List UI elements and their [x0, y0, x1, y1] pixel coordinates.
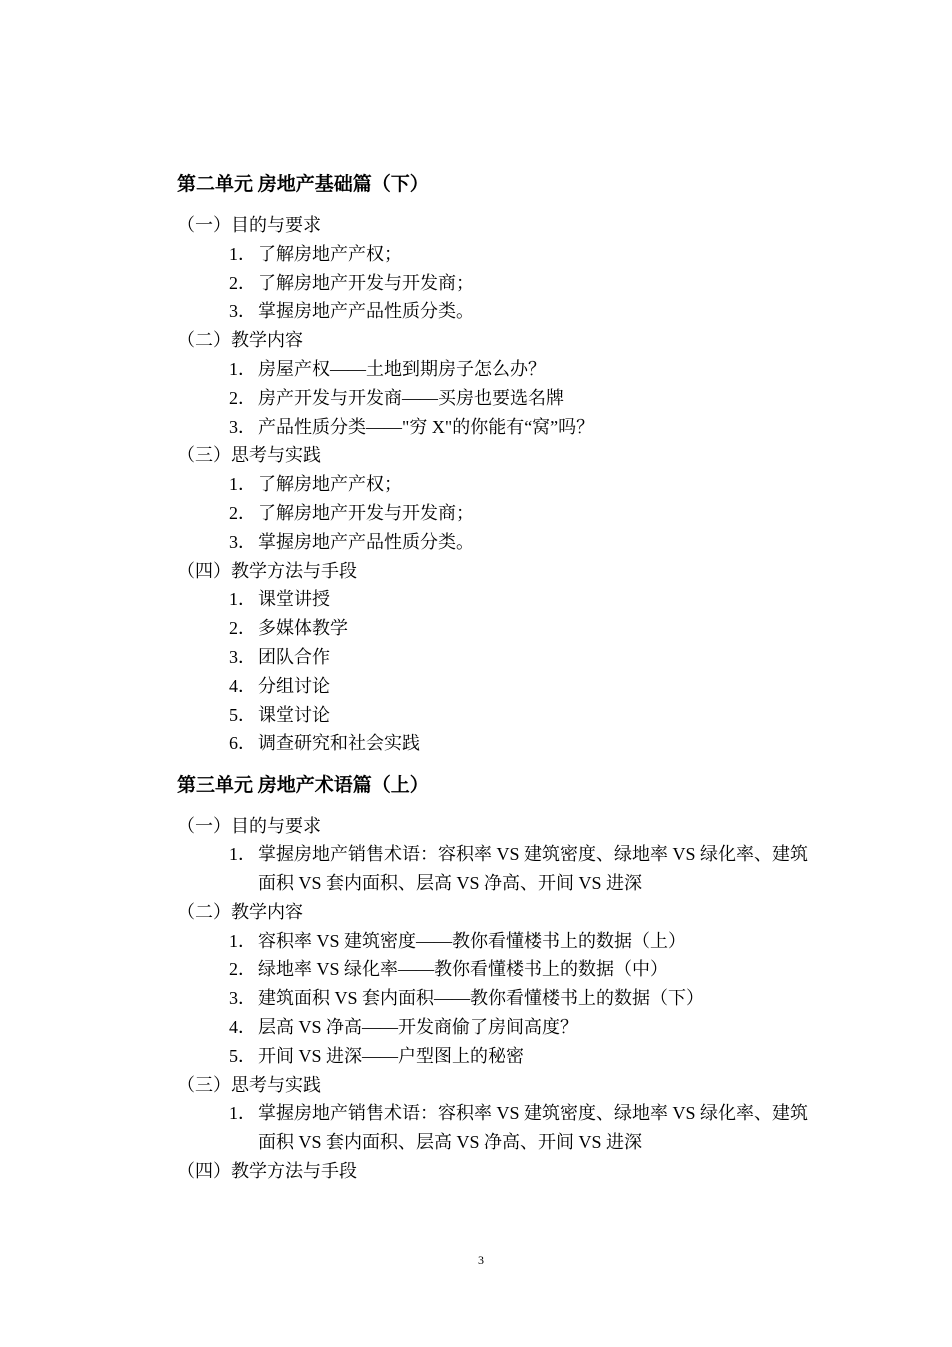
item-number: 1． [229, 243, 256, 264]
item-text: 房屋产权——土地到期房子怎么办？ [258, 358, 546, 379]
unit [177, 171, 857, 758]
item-number: 5． [229, 1045, 256, 1066]
page-content [177, 171, 857, 1186]
section [177, 898, 857, 1071]
section [177, 211, 857, 326]
item-text: 绿地率 VS 绿化率——教你看懂楼书上的数据（中） [258, 959, 669, 980]
list-item [229, 984, 857, 1013]
list-item [229, 955, 857, 984]
list-item [229, 297, 857, 326]
item-number: 2． [229, 959, 256, 980]
item-text: 课堂讲授 [258, 589, 330, 610]
item-text: 团队合作 [258, 646, 330, 667]
section [177, 557, 857, 759]
item-text: 建筑面积 VS 套内面积——教你看懂楼书上的数据（下） [258, 988, 705, 1009]
item-number: 3． [229, 301, 256, 322]
section-heading: （二）教学内容 [177, 330, 303, 351]
item-number: 3． [229, 416, 256, 437]
section-heading: （一）目的与要求 [177, 815, 321, 836]
item-number: 2． [229, 618, 256, 639]
item-number: 3． [229, 646, 256, 667]
section-heading: （四）教学方法与手段 [177, 1161, 357, 1182]
list-item [229, 413, 857, 442]
list-item [229, 729, 857, 758]
item-number: 5． [229, 704, 256, 725]
item-number: 2． [229, 387, 256, 408]
item-text: 掌握房地产产品性质分类。 [258, 531, 474, 552]
list-item [229, 384, 857, 413]
item-number: 1． [229, 1103, 256, 1124]
item-number: 1． [229, 844, 256, 865]
item-text: 了解房地产开发与开发商； [258, 272, 474, 293]
item-number: 1． [229, 358, 256, 379]
item-text-line: 面积 VS 套内面积、层高 VS 净高、开间 VS 进深 [258, 1132, 643, 1153]
section [177, 1071, 857, 1157]
item-text: 了解房地产产权； [258, 474, 402, 495]
item-number: 1． [229, 589, 256, 610]
item-text-line: 掌握房地产销售术语：容积率 VS 建筑密度、绿地率 VS 绿化率、建筑 [258, 844, 809, 865]
item-text: 房产开发与开发商——买房也要选名牌 [258, 387, 564, 408]
item-text [258, 840, 837, 898]
list-item [229, 1013, 857, 1042]
item-number: 1． [229, 474, 256, 495]
item-number: 2． [229, 502, 256, 523]
item-text: 产品性质分类——"穷 X"的你能有“窝”吗？ [258, 416, 595, 437]
unit-title: 第二单元 房地产基础篇（下） [177, 174, 429, 195]
page-number: 3 [478, 1253, 484, 1267]
section-heading: （二）教学内容 [177, 901, 303, 922]
section [177, 1157, 857, 1186]
item-text: 了解房地产开发与开发商； [258, 502, 474, 523]
item-number: 4． [229, 1017, 256, 1038]
item-text: 容积率 VS 建筑密度——教你看懂楼书上的数据（上） [258, 930, 687, 951]
list-item [229, 1042, 857, 1071]
list-item [229, 355, 857, 384]
item-number: 1． [229, 930, 256, 951]
section-heading: （三）思考与实践 [177, 445, 321, 466]
item-text: 调查研究和社会实践 [258, 733, 420, 754]
section-heading: （三）思考与实践 [177, 1074, 321, 1095]
section [177, 326, 857, 441]
item-text: 掌握房地产产品性质分类。 [258, 301, 474, 322]
item-number: 3． [229, 531, 256, 552]
item-number: 3． [229, 988, 256, 1009]
list-item [229, 840, 857, 898]
section-heading: （四）教学方法与手段 [177, 560, 357, 581]
list-item [229, 701, 857, 730]
item-text [258, 1099, 837, 1157]
list-item [229, 470, 857, 499]
item-text: 多媒体教学 [258, 618, 348, 639]
list-item [229, 499, 857, 528]
list-item [229, 240, 857, 269]
item-number: 2． [229, 272, 256, 293]
list-item [229, 269, 857, 298]
unit-title: 第三单元 房地产术语篇（上） [177, 774, 429, 796]
section-heading: （一）目的与要求 [177, 214, 321, 235]
item-text: 层高 VS 净高——开发商偷了房间高度？ [258, 1017, 579, 1038]
section [177, 812, 857, 898]
item-text: 课堂讨论 [258, 704, 330, 725]
list-item [229, 585, 857, 614]
item-number: 4． [229, 675, 256, 696]
item-text: 了解房地产产权； [258, 243, 402, 264]
list-item [229, 614, 857, 643]
unit [177, 772, 857, 1186]
section [177, 441, 857, 556]
list-item [229, 672, 857, 701]
item-text-line: 掌握房地产销售术语：容积率 VS 建筑密度、绿地率 VS 绿化率、建筑 [258, 1103, 809, 1124]
list-item [229, 528, 857, 557]
item-text: 分组讨论 [258, 675, 330, 696]
list-item [229, 643, 857, 672]
item-text-line: 面积 VS 套内面积、层高 VS 净高、开间 VS 进深 [258, 873, 643, 894]
item-number: 6． [229, 733, 256, 754]
item-text: 开间 VS 进深——户型图上的秘密 [258, 1045, 525, 1066]
list-item [229, 927, 857, 956]
list-item [229, 1099, 857, 1157]
